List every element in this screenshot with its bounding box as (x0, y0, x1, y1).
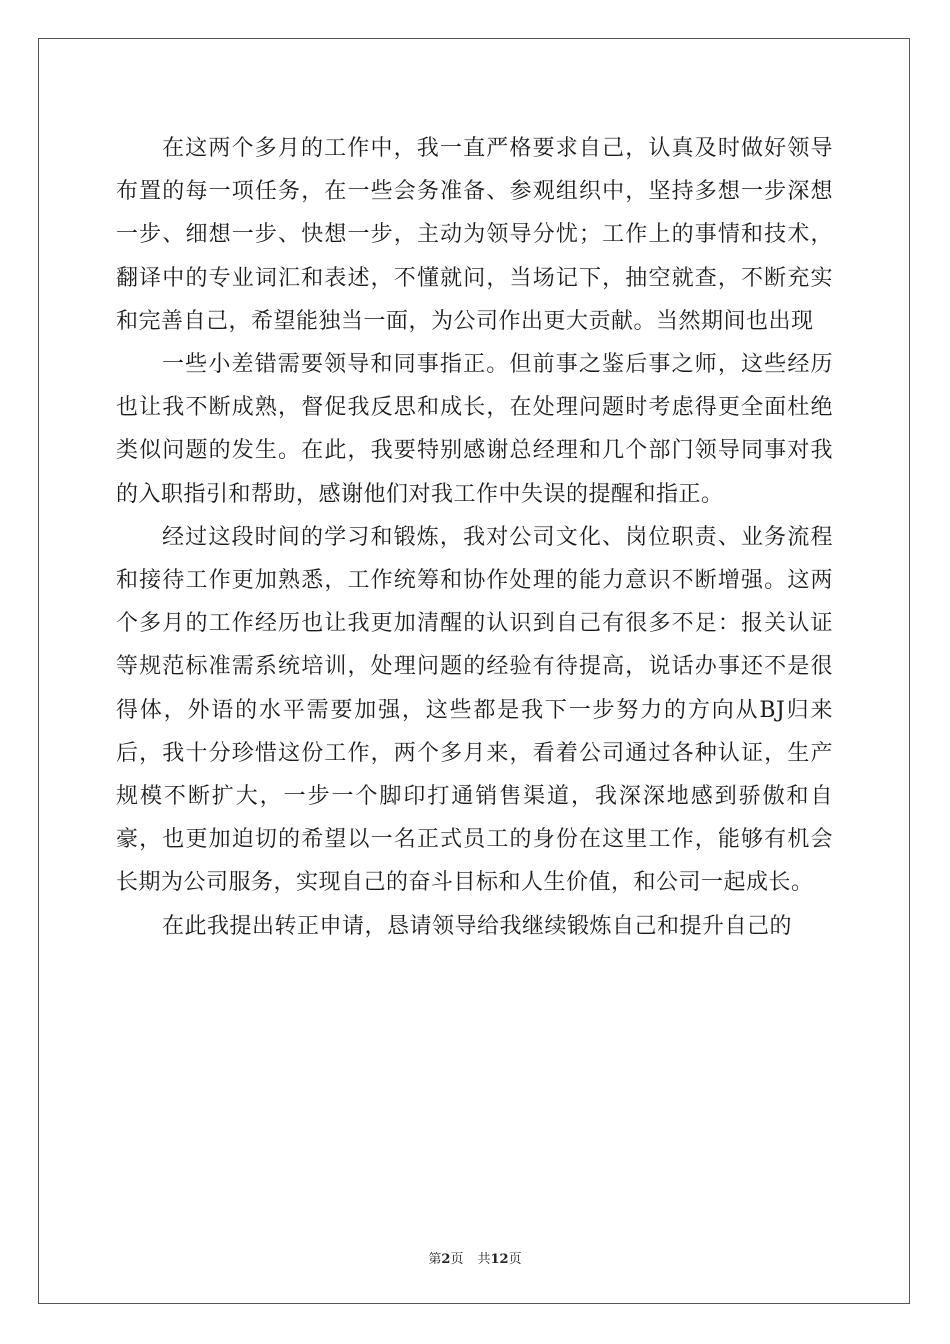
paragraph-3: 经过这段时间的学习和锻炼，我对公司文化、岗位职责、业务流程和接待工作更加熟悉，工作统筹和协作处理的能力意识不断增强。这两个多月的工作经历也让我更加清醒的认识到自己有很多不足：报关认证等规范标准需系统培训，处理问题的经验有待提高，说话办事还不是很得体，外语的水平需要加强，这些都是我下一步努力的方向从BJ归来后，我十分珍惜这份工作，两个多月来，看着公司通过各种认证，生产规模不断扩大，一步一个脚印打通销售渠道，我深深地感到骄傲和自豪，也更加迫切的希望以一名正式员工的身份在这里工作，能够有机会长期为公司服务，实现自己的奋斗目标和人生价值，和公司一起成长。 (116, 524, 833, 896)
paragraph-4: 在此我提出转正申请，恳请领导给我继续锻炼自己和提升自己的 (162, 913, 793, 939)
paragraph-1: 在这两个多月的工作中，我一直严格要求自己，认真及时做好领导布置的每一项任务，在一些会务准备、参观组织中，坚持多想一步深想一步、细想一步、快想一步，主动为领导分忧；工作上的事情和技术，翻译中的专业词汇和表述，不懂就问，当场记下，抽空就查，不断充实和完善自己，希望能独当一面，为公司作出更大贡献。当然期间也出现 (116, 136, 833, 334)
footer-total-prefix: 共 (477, 1252, 491, 1267)
document-body (116, 127, 833, 948)
footer-page-suffix: 页 (450, 1252, 464, 1267)
total-pages-number: 12 (490, 1252, 509, 1267)
footer-total-suffix: 页 (508, 1252, 522, 1267)
page-footer (0, 1248, 950, 1267)
paragraph-2: 一些小差错需要领导和同事指正。但前事之鉴后事之师，这些经历也让我不断成熟，督促我反思和成长，在处理问题时考虑得更全面杜绝类似问题的发生。在此，我要特别感谢总经理和几个部门领导同事对我的入职指引和帮助，感谢他们对我工作中失误的提醒和指正。 (116, 352, 833, 507)
footer-prefix: 第 (428, 1252, 442, 1267)
current-page-number: 2 (441, 1252, 451, 1267)
